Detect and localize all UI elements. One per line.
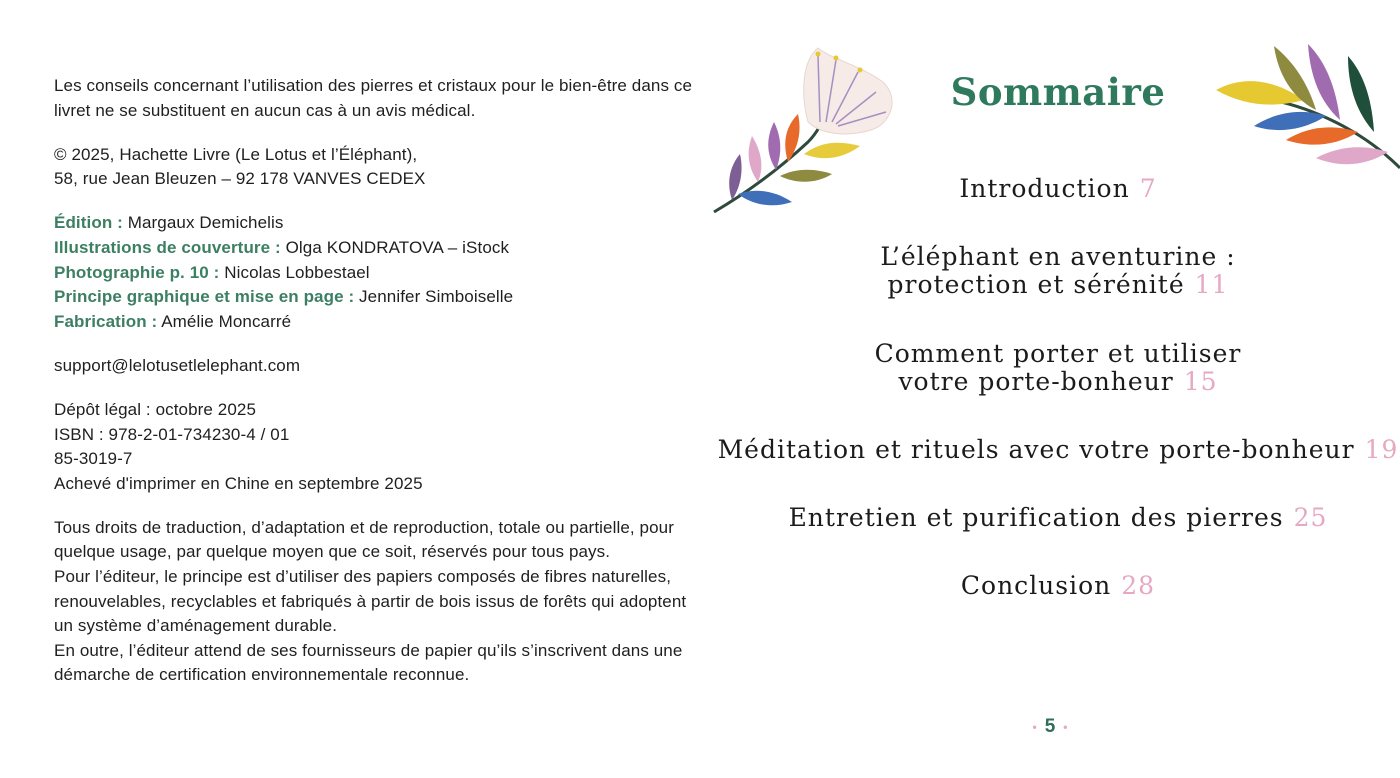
- credit-label: Fabrication :: [54, 311, 158, 331]
- email-text: support@lelotusetlelephant.com: [54, 355, 301, 375]
- copyright: [54, 143, 644, 192]
- toc-entry-line: [700, 504, 1400, 532]
- rights-line: renouvelables, recyclables et fabriqués à partir de bois issus de forêts qui adoptent: [54, 591, 687, 611]
- bullet-dot-icon: •: [1032, 719, 1037, 734]
- toc-entry-introduction[interactable]: [700, 175, 1400, 203]
- legal-info: [54, 398, 644, 496]
- credit-label: Principe graphique et mise en page :: [54, 287, 355, 307]
- toc-entry-label: Entretien et purification des pierres: [788, 503, 1284, 532]
- credit-value: Nicolas Lobbestael: [219, 262, 370, 282]
- credit-design: [54, 285, 644, 310]
- toc-title: Sommaire: [950, 70, 1166, 114]
- toc-page-ref: 25: [1293, 503, 1328, 532]
- toc-entry-porter[interactable]: [700, 340, 1400, 396]
- toc-entry-label: Méditation et rituels avec votre porte-bonheur: [717, 435, 1355, 464]
- toc-entry-line: [700, 436, 1400, 464]
- credit-value: Jennifer Simboiselle: [354, 287, 514, 307]
- legal-line: Dépôt légal : octobre 2025: [54, 399, 257, 419]
- disclaimer-line: livret ne se substituent en aucun cas à un avis médical.: [54, 100, 476, 120]
- toc-entry-label: Conclusion: [960, 571, 1112, 600]
- credit-label: Photographie p. 10 :: [54, 262, 220, 282]
- rights-line: Tous droits de traduction, d’adaptation et de reproduction, totale ou partielle, pour: [54, 517, 674, 537]
- legal-line: 85-3019-7: [54, 449, 133, 469]
- credit-fabrication: [54, 310, 644, 335]
- contact-email: [54, 354, 644, 379]
- toc-page-ref: 15: [1183, 367, 1218, 396]
- page-number-value: 5: [1044, 716, 1056, 737]
- legal-line: Achevé d'imprimer en Chine en septembre 2025: [54, 473, 423, 493]
- toc-page-ref: 28: [1121, 571, 1156, 600]
- toc-entry-aventurine[interactable]: [700, 243, 1400, 299]
- toc-entry-label: Introduction: [959, 174, 1130, 203]
- contents-page: [700, 0, 1400, 778]
- toc-entry-line: [700, 271, 1400, 299]
- toc-entry-line: [700, 368, 1400, 396]
- credit-photography: [54, 261, 644, 286]
- bullet-dot-icon: •: [1063, 719, 1068, 734]
- disclaimer: [54, 74, 693, 123]
- toc-page-ref: 11: [1194, 270, 1229, 299]
- toc-entry-label: votre porte-bonheur: [898, 367, 1174, 396]
- rights-line: un système d’aménagement durable.: [54, 616, 338, 636]
- toc-page-ref: 19: [1364, 435, 1399, 464]
- imprint-page: [54, 74, 693, 707]
- toc-page-ref: 7: [1139, 174, 1157, 203]
- toc-entry-meditation[interactable]: [700, 436, 1400, 464]
- disclaimer-line: Les conseils concernant l’utilisation des pierres et cristaux pour le bien-être dans ce: [54, 76, 693, 95]
- credit-value: Margaux Demichelis: [122, 213, 284, 233]
- credit-label: Illustrations de couverture :: [54, 237, 281, 257]
- credit-illustrations: [54, 236, 644, 261]
- credit-edition: [54, 211, 644, 236]
- toc-entry-conclusion[interactable]: [700, 572, 1400, 600]
- rights-line: Pour l’éditeur, le principe est d’utiliser des papiers composés de fibres naturelles,: [54, 567, 672, 586]
- toc-entry-label: Comment porter et utiliser: [874, 339, 1242, 368]
- credit-label: Édition :: [54, 213, 123, 233]
- copyright-line: © 2025, Hachette Livre (Le Lotus et l’Éléphant),: [54, 144, 418, 164]
- toc-entry-entretien[interactable]: [700, 504, 1400, 532]
- credit-value: Amélie Moncarré: [157, 311, 292, 331]
- toc-entry-label: protection et sérénité: [887, 270, 1185, 299]
- toc-entry-label: L’éléphant en aventurine :: [880, 242, 1236, 271]
- toc-entry-line: [700, 175, 1400, 203]
- rights-line: quelque usage, par quelque moyen que ce soit, réservés pour tous pays.: [54, 542, 611, 562]
- rights-line: En outre, l’éditeur attend de ses fournisseurs de papier qu’ils s’inscrivent dans une: [54, 640, 683, 660]
- rights-notice: [54, 516, 687, 688]
- copyright-line: 58, rue Jean Bleuzen – 92 178 VANVES CEDEX: [54, 169, 426, 189]
- credits: [54, 211, 644, 334]
- toc-entry-line: [700, 572, 1400, 600]
- credit-value: Olga KONDRATOVA – iStock: [280, 237, 510, 257]
- legal-line: ISBN : 978-2-01-734230-4 / 01: [54, 424, 290, 444]
- page-number: [1000, 716, 1100, 738]
- rights-line: démarche de certification environnementale reconnue.: [54, 665, 470, 685]
